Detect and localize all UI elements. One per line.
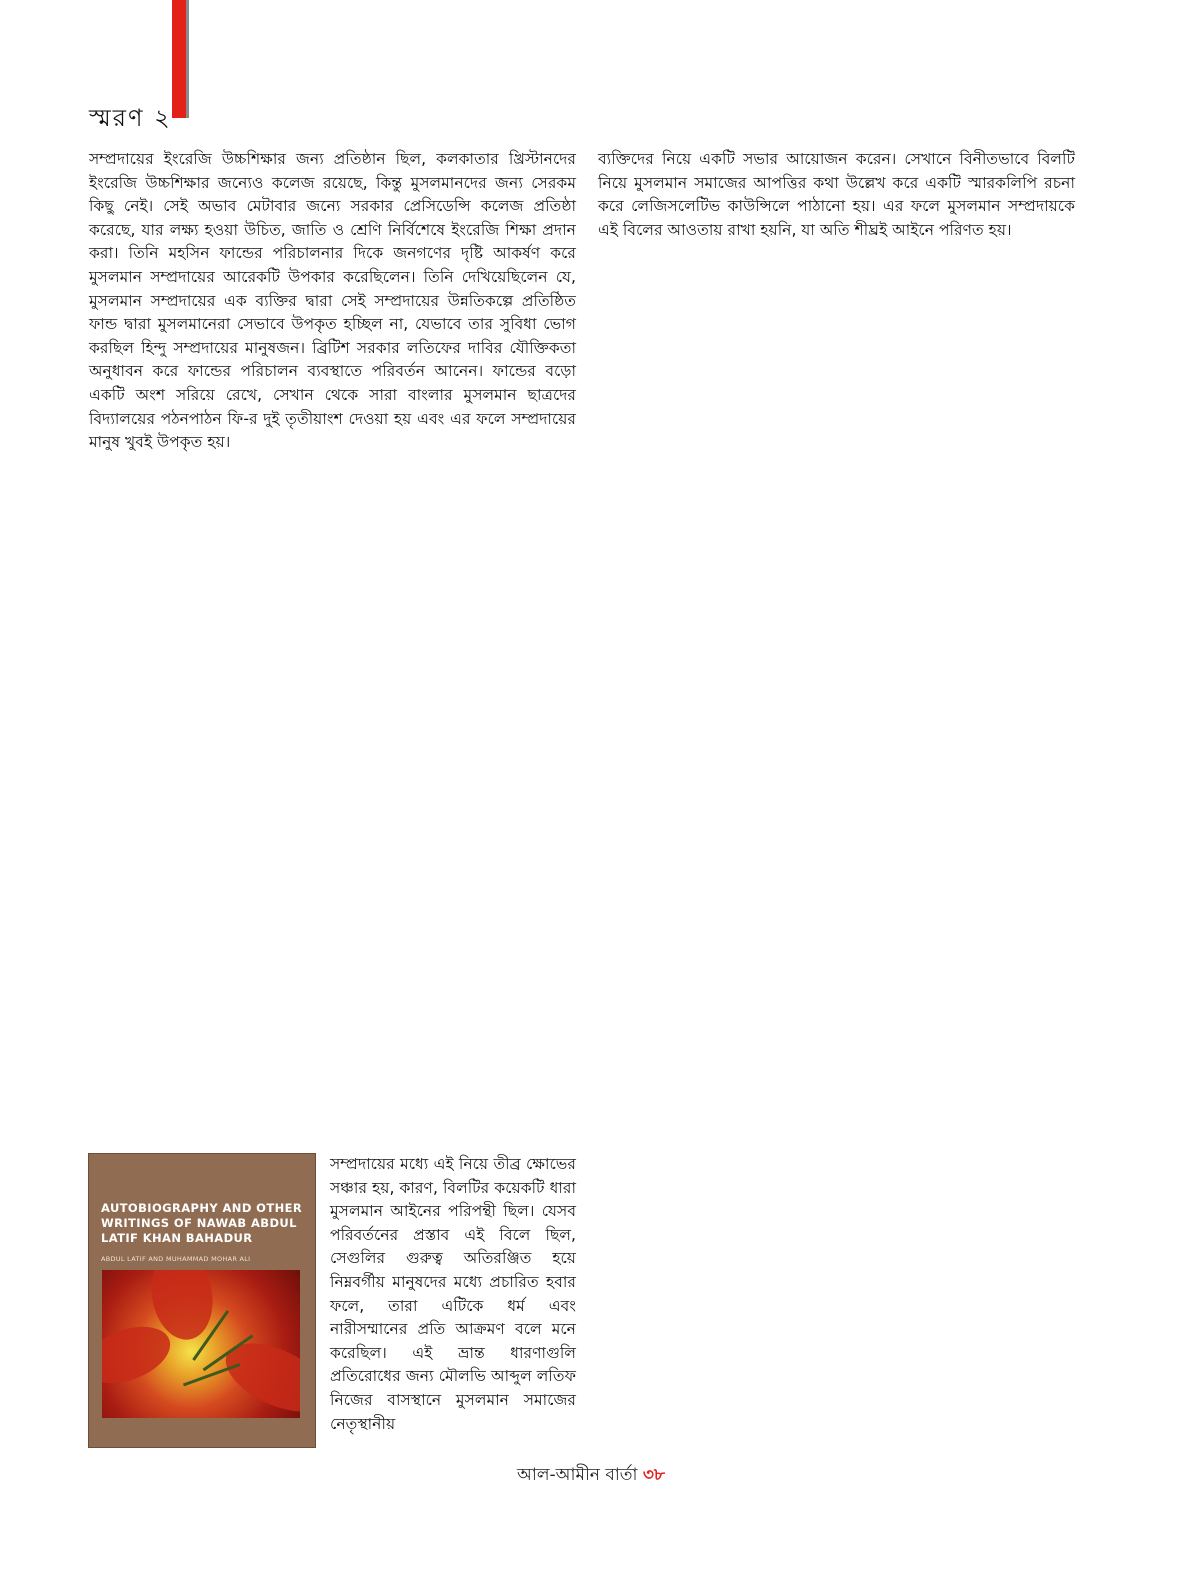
paragraph: ব্যক্তিদের নিয়ে একটি সভার আয়োজন করেন। সেখানে বিনীতভাবে বিলটি নিয়ে মুসলমান সমাজের আপত্তির কথা উল্লেখ করে একটি স্মারকলিপি রচনা করে লেজিসলেটিভ কাউন্সিলে পাঠানো হয়। এর ফলে মুসলমান সম্প্রদায়কে এই বিলের আওতায় রাখা হয়নি, যা অতি শীঘ্রই আইনে পরিণত হয়। bbox=[598, 150, 1075, 239]
page-number: ৩৮ bbox=[642, 1465, 665, 1485]
book-authors: ABDUL LATIF AND MUHAMMAD MOHAR ALI bbox=[101, 1255, 251, 1263]
wrapped-text-beside-book: সম্প্রদায়ের মধ্যে এই নিয়ে তীব্র ক্ষোভের সঞ্চার হয়, কারণ, বিলটির কয়েকটি ধারা মুসলমান আইনের পরিপন্থী ছিল। যেসব পরিবর্তনের প্রস্তাব এই বিলে ছিল, সেগুলির গুরুত্ব অতিরঞ্জিত হয়ে নিম্নবর্গীয় মানুষদের মধ্যে প্রচারিত হবার ফলে, তারা এটিকে ধর্ম এবং নারীসম্মানের প্রতি আক্রমণ বলে মনে করেছিল। এই ভ্রান্ত ধারণাগুলি প্রতিরোধের জন্য মৌলভি আব্দুল লতিফ নিজের বাসস্থানে মুসলমান সমাজের নেতৃস্থানীয় bbox=[330, 1155, 576, 1433]
paragraph: সম্প্রদায়ের ইংরেজি উচ্চশিক্ষার জন্য প্রতিষ্ঠান ছিল, কলকাতার খ্রিস্টানদের ইংরেজি উচ্চশিক্ষার জন্যেও কলেজ রয়েছে, কিন্তু মুসলমানদের জন্য সেরকম কিছু নেই। সেই অভাব মেটাবার জন্যে সরকার প্রেসিডেন্সি কলেজ প্রতিষ্ঠা করেছে, যার লক্ষ্য হওয়া উচিত, জাতি ও শ্রেণি নির্বিশেষে ইংরেজি শিক্ষা প্রদান করা। তিনি মহসিন ফান্ডের পরিচালনার দিকে জনগণের দৃষ্টি আকর্ষণ করে মুসলমান সম্প্রদায়ের আরেকটি উপকার করেছিলেন। তিনি দেখিয়েছিলেন যে, মুসলমান সম্প্রদায়ের এক ব্যক্তির দ্বারা সেই সম্প্রদায়ের উন্নতিকল্পে প্রতিষ্ঠিত ফান্ড দ্বারা মুসলমানেরা সেভাবে উপকৃত হচ্ছিল না, যেভাবে তার সুবিধা ভোগ করছিল হিন্দু সম্প্রদায়ের মানুষজন। ব্রিটিশ সরকার লতিফের দাবির যৌক্তিকতা অনুধাবন করে ফান্ডের পরিচালন ব্যবস্থাতে পরিবর্তন আনেন। ফান্ডের বড়ো একটি অংশ সরিয়ে রেখে, সেখান থেকে সারা বাংলার মুসলমান ছাত্রদের বিদ্যালয়ের পঠনপাঠন ফি-র দুই তৃতীয়াংশ দেওয়া হয় এবং এর ফলে সম্প্রদায়ের মানুষ খুবই উপকৃত হয়। bbox=[89, 150, 576, 452]
right-column bbox=[598, 148, 1075, 242]
section-header: স্মরণ ২ bbox=[89, 104, 172, 132]
decorative-red-bar bbox=[172, 0, 186, 118]
flower-image bbox=[102, 1270, 300, 1418]
book-title: AUTOBIOGRAPHY AND OTHER WRITINGS OF NAWAB ABDUL LATIF KHAN BAHADUR bbox=[101, 1201, 303, 1245]
publication-name: আল-আমীন বার্তা bbox=[517, 1465, 638, 1485]
page-footer bbox=[0, 1462, 1182, 1490]
book-cover bbox=[88, 1153, 316, 1448]
decorative-grey-bar bbox=[186, 0, 189, 118]
left-column bbox=[89, 148, 576, 455]
